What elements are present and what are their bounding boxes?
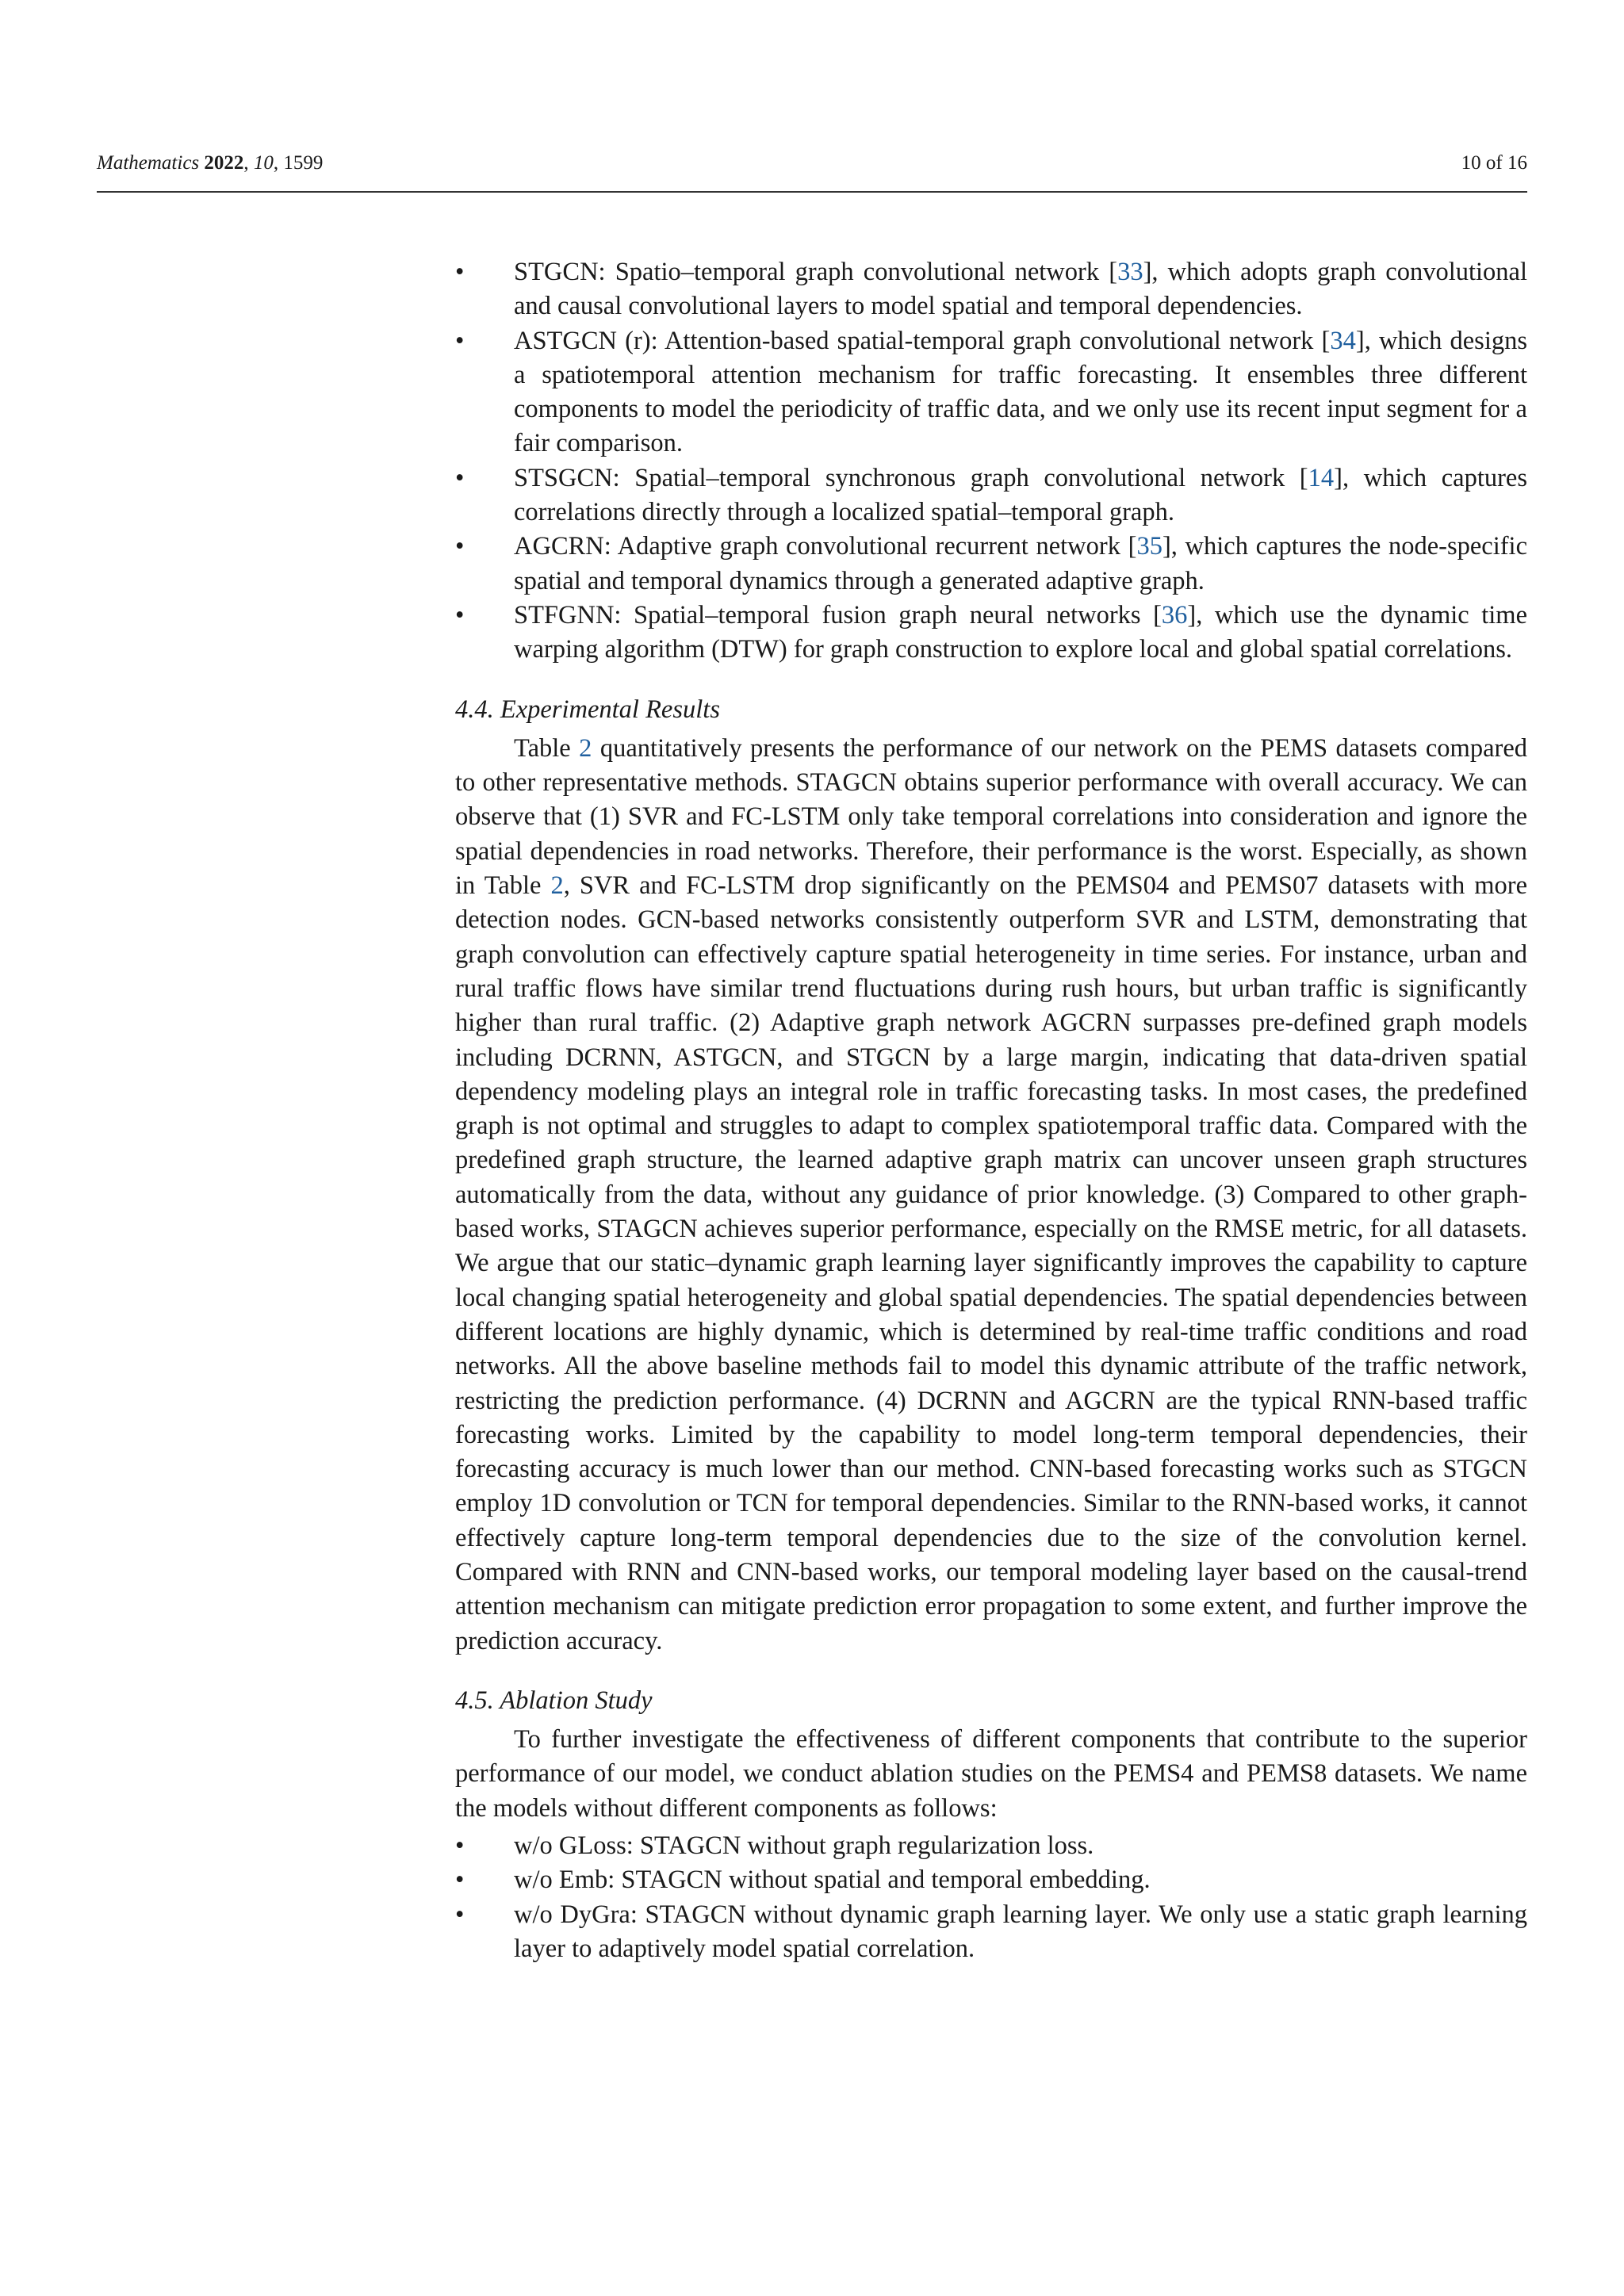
citation-link[interactable]: 36 <box>1161 600 1188 629</box>
header-rule <box>97 191 1527 193</box>
journal-year: 2022 <box>204 152 244 174</box>
table-link[interactable]: 2 <box>550 871 564 901</box>
citation-link[interactable]: 35 <box>1136 532 1162 561</box>
section-heading-experimental-results: 4.4. Experimental Results <box>455 695 720 724</box>
bullet-icon: • <box>455 258 465 286</box>
list-item: • STGCN: Spatio–temporal graph convolutional network [33], which adopts graph convolutional and causal convolutional layers to model spatial and temporal dependencies. <box>455 255 1527 324</box>
list-item: • STSGCN: Spatial–temporal synchronous graph convolutional network [14], which captures correlations directly through a localized spatial–temporal graph. <box>455 461 1527 530</box>
journal-volume: 10 <box>253 152 274 174</box>
list-item: • w/o Emb: STAGCN without spatial and temporal embedding. <box>455 1863 1527 1897</box>
list-item: • w/o GLoss: STAGCN without graph regularization loss. <box>455 1829 1527 1863</box>
journal-name: Mathematics <box>97 152 200 174</box>
page-content <box>455 255 1527 1966</box>
ablation-study-paragraph: To further investigate the effectiveness of different components that contribute to the superior performance of our model, we conduct ablation studies on the PEMS4 and PEMS8 datasets. We name the models without different components as follows: <box>455 1725 1527 1823</box>
article-number: 1599 <box>283 152 324 174</box>
citation-link[interactable]: 34 <box>1330 326 1356 355</box>
bullet-icon: • <box>455 532 465 561</box>
list-item: • ASTGCN (r): Attention-based spatial-temporal graph convolutional network [34], which designs a spatiotemporal attention mechanism for traffic forecasting. It ensembles three different components to model the periodicity of traffic data, and we only use its recent input segment for a fair comparison. <box>455 324 1527 461</box>
baseline-model-list <box>455 255 1527 668</box>
citation-link[interactable]: 33 <box>1117 258 1143 286</box>
experimental-results-paragraph: Table 2 quantitatively presents the performance of our network on the PEMS datasets compared to other representative methods. STAGCN obtains superior performance with overall accuracy. We can observe that (1) SVR and FC-LSTM only take temporal correlations into consideration and ignore the spatial dependencies in road networks. Therefore, their performance is the worst. Especially, as shown in Table 2, SVR and FC-LSTM drop significantly on the PEMS04 and PEMS07 datasets with more detection nodes. GCN-based networks consistently outperform SVR and LSTM, demonstrating that graph convolution can effectively capture spatial heterogeneity in time series. For instance, urban and rural traffic flows have similar trend fluctuations during rush hours, but urban traffic is significantly higher than rural traffic. (2) Adaptive graph network AGCRN surpasses pre-defined graph models including DCRNN, ASTGCN, and STGCN by a large margin, indicating that data-driven spatial dependency modeling plays an integral role in traffic forecasting tasks. In most cases, the predefined graph is not optimal and struggles to adapt to complex spatiotemporal traffic data. Compared with the predefined graph structure, the learned adaptive graph matrix can uncover unseen graph structures automatically from the data, without any guidance of prior knowledge. (3) Compared to other graph-based works, STAGCN achieves superior performance, especially on the RMSE metric, for all datasets. We argue that our static–dynamic graph learning layer significantly improves the capability to capture local changing spatial heterogeneity and global spatial dependencies. The spatial dependencies between different locations are highly dynamic, which is determined by real-time traffic conditions and road networks. All the above baseline methods fail to model this dynamic attribute of the traffic network, restricting the prediction performance. (4) DCRNN and AGCRN are the typical RNN-based traffic forecasting works. Limited by the capability to model long-term temporal dependencies, their forecasting accuracy is much lower than our method. CNN-based forecasting works such as STGCN employ 1D convolution or TCN for temporal dependencies. Similar to the RNN-based works, it cannot effectively capture long-term temporal dependencies due to the size of the convolution kernel. Compared with RNN and CNN-based works, our temporal modeling layer based on the causal-trend attention mechanism can mitigate prediction error propagation to some extent, and further improve the prediction accuracy. <box>455 733 1528 1655</box>
page-header: Mathematics 2022, 10, 1599 10 of 16 <box>97 151 1527 176</box>
list-item: • AGCRN: Adaptive graph convolutional recurrent network [35], which captures the node-specific spatial and temporal dynamics through a generated adaptive graph. <box>455 530 1527 599</box>
section-heading-ablation-study: 4.5. Ablation Study <box>455 1686 653 1715</box>
citation-link[interactable]: 14 <box>1308 463 1335 492</box>
table-link[interactable]: 2 <box>579 733 592 763</box>
list-item: • STFGNN: Spatial–temporal fusion graph neural networks [36], which use the dynamic time warping algorithm (DTW) for graph construction to explore local and global spatial correlations. <box>455 599 1527 668</box>
bullet-icon: • <box>455 1866 465 1895</box>
list-item: • w/o DyGra: STAGCN without dynamic graph learning layer. We only use a static graph learning layer to adaptively model spatial correlation. <box>455 1898 1527 1967</box>
bullet-icon: • <box>455 463 465 492</box>
bullet-icon: • <box>455 1900 465 1929</box>
bullet-icon: • <box>455 1831 465 1861</box>
bullet-icon: • <box>455 600 465 629</box>
ablation-variant-list <box>455 1829 1527 1966</box>
bullet-icon: • <box>455 326 465 355</box>
page-number: 10 of 16 <box>1461 152 1527 174</box>
